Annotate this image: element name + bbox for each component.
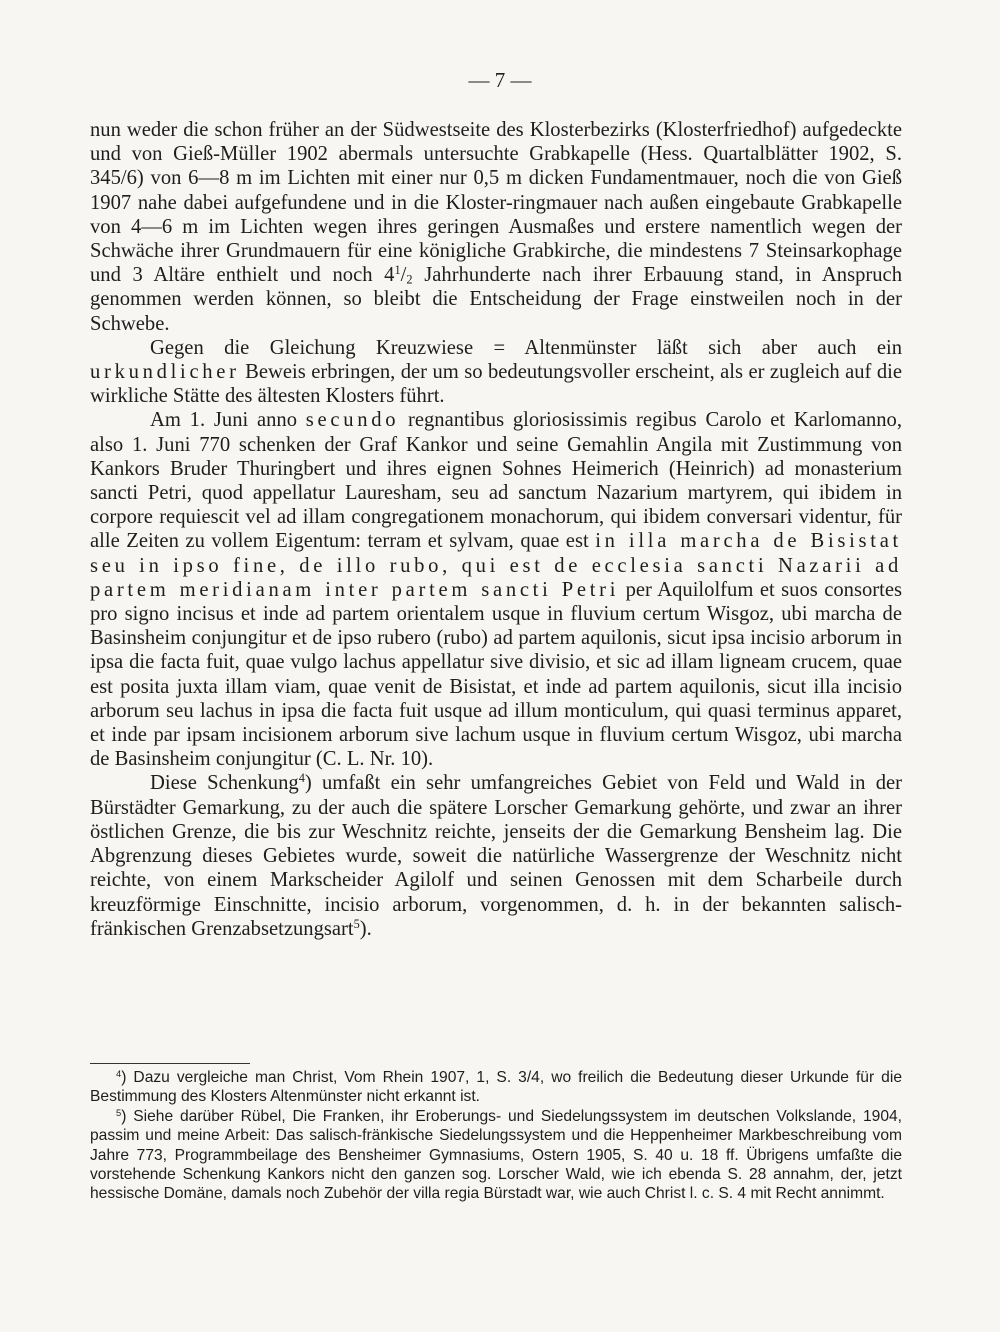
fraction-numerator: 1 [394,263,401,278]
paragraph-4-text-end: ). [359,917,372,940]
footnote-5-text: ) Siehe darüber Rübel, Die Franken, ihr Eroberungs- und Siedelungssystem im deutschen Volkslande, 1904, passim und meine Arbeit: Das salisch-fränkische Siedelungssystem und die Heppenheimer Markbeschreibung vom Jahre 773, Programmbeilage des Bensheimer Gymnasiums, Ostern 1905, S. 40 u. 18 ff. Übrigens umfaßte die vorstehende Schenkung Kankors nicht den ganzen sog. Lorscher Wald, wie ich ebenda S. 28 annahm, der, jetzt hessische Domäne, damals noch Zubehör der villa regia Bürstadt war, wie auch Christ l. c. S. 4 mit Recht annimmt. [90,1107,902,1203]
footnote-4-marker: 4 [116,1068,122,1079]
paragraph-2 [90,336,902,409]
body-text [90,118,902,941]
paragraph-1: nun weder die schon früher an der Südwestseite des Klosterbezirks (Klosterfriedhof) aufgedeckte und von Gieß-Müller 1902 abermals untersuchte Grabkapelle (Hess. Quartalblätter 1902, S. 345/6) von 6—8 m im Lichten mit einer nur 0,5 m dicken Fundamentmauer, noch die von Gieß 1907 nahe dabei aufgefundene und in die Kloster-ringmauer nach außen eingebaute Grabkapelle von 4—6 m im Lichten wegen ihres geringen Ausmaßes und erstere namentlich wegen der Schwäche ihrer Grundmauern für eine königliche Grabkirche, die mindestens 7 Steinsarkophage und 3 Altäre enthielt und noch $4^1/_2$ Jahrhunderte nach ihrer Erbauung stand, in Anspruch genommen werden können, so bleibt die Entscheidung der Frage einstweilen noch in der Schwebe. [90,119,902,335]
paragraph-3-text-mid: regnantibus gloriosissimis regibus Carolo et Karlomanno, also 1. Juni 770 schenken der Graf Kankor und seine Gemahlin Angila mit Zustimmung von Kankors Bruder Thuringbert und ihres eignen Sohnes Heimerich (Heinrich) ad monasterium sancti Petri, quod appellatur Lauresham, seu ad sanctum Nazarium martyrem, qui ibidem in corpore requiescit vel ad illam congregationem monachorum, qui ibidem conversari videntur, für alle Zeiten zu vollem Eigentum: terram et sylvam, quae est [90,409,902,553]
footnote-5-marker: 5 [116,1107,122,1118]
paragraph-2-text: Gegen die Gleichung Kreuzwiese = Altenmünster läßt sich aber auch ein [150,336,902,359]
page-number: — 7 — [468,68,532,92]
footnote-divider [90,1063,250,1064]
footnotes [90,1068,902,1204]
spaced-word-secundo: secundo [305,409,400,432]
spaced-word-urkundlicher: urkundlicher [90,361,240,384]
footnote-4 [90,1068,902,1107]
paragraph-3 [90,408,902,771]
paragraph-4-text: Diese Schenkung [150,772,299,795]
paragraph-4-text-mid: ) umfaßt ein sehr umfangreiches Gebiet von Feld und Wald in der Bürstädter Gemarkung, zu der auch die spätere Lorscher Gemarkung gehörte, und zwar an ihrer östlichen Grenze, die bis zur Weschnitz reichte, jenseits der die Gemarkung Bensheim lag. Die Abgrenzung dieses Gebietes wurde, soweit die natürliche Wassergrenze der Weschnitz nicht reichte, von einem Markscheider Agilolf und seinen Genossen mit dem Scharbeile durch kreuzförmige Einschnitte, incisio arborum, vorgenommen, d. h. in der bekannten salisch-fränkischen Grenzabsetzungsart [90,772,902,940]
paragraph-3-text: Am 1. Juni anno [150,409,306,432]
fraction-denominator: 2 [406,272,413,287]
paragraph-3-text-end: per Aquilolfum et suos consortes pro signo incisus et inde ad partem orientalem usque in fluvium certum Wisgoz, ubi marcha de Basinsheim conjungitur et de ipso rubero (rubo) ad partem aquilonis, sicut ipsa incisio arborum in ipsa die facta fuit, quae vulgo lachus appellatur sive divisio, et sic ad illam ligneam crucem, quae est posita juxta illam viam, quae venit de Bisistat, et inde ad partem aquilonis, sicut illa incisio arborum seu lachus in ipsa die facta fuit usque ad illum monticulum, qui quasi terminus apparet, et inde par ipsam incisionem arborum sive lachum usque in fluvium certum Wisgoz, ubi marcha de Basinsheim conjungitur (C. L. Nr. 10). [90,578,903,771]
footnote-4-text: ) Dazu vergleiche man Christ, Vom Rhein 1907, 1, S. 3/4, wo freilich die Bedeutung dieser Urkunde für die Bestimmung des Klosters Altenmünster nicht erkannt ist. [90,1069,902,1106]
spaced-phrase-marcha: in illa marcha de Bisistat seu in ipso fine, de illo rubo, qui est de ecclesia sancti Nazarii ad partem meridianam inter partem sancti Petri [90,530,902,601]
paragraph-4 [90,771,902,940]
footnote-ref-4: 4 [298,771,305,786]
footnote-ref-5: 5 [353,916,360,931]
paragraph-1-text-end: Jahrhunderte nach ihrer Erbauung stand, in Anspruch genommen werden können, so bleibt die Entscheidung der Frage einstweilen noch in der Schwebe. [90,264,902,335]
paragraph-1-text: nun weder die schon früher an der Südwestseite des Klosterbezirks (Klosterfriedhof) aufgedeckte und von Gieß-Müller 1902 abermals untersuchte Grabkapelle (Hess. Quartalblätter 1902, S. 345/6) von 6—8 m im Lichten mit einer nur 0,5 m dicken Fundamentmauer, noch die von Gieß 1907 nahe dabei aufgefundene und in die Kloster-ringmauer nach außen eingebaute Grabkapelle von 4—6 m im Lichten wegen ihres geringen Ausmaßes und erstere namentlich wegen der Schwäche ihrer Grundmauern für eine königliche Grabkirche, die mindestens 7 Steinsarkophage und 3 Altäre enthielt und noch 4 [90,119,902,287]
footnote-5 [90,1107,902,1204]
paragraph-2-text-end: Beweis erbringen, der um so bedeutungsvoller erscheint, als er zugleich auf die wirkliche Stätte des ältesten Klosters führt. [90,361,902,408]
